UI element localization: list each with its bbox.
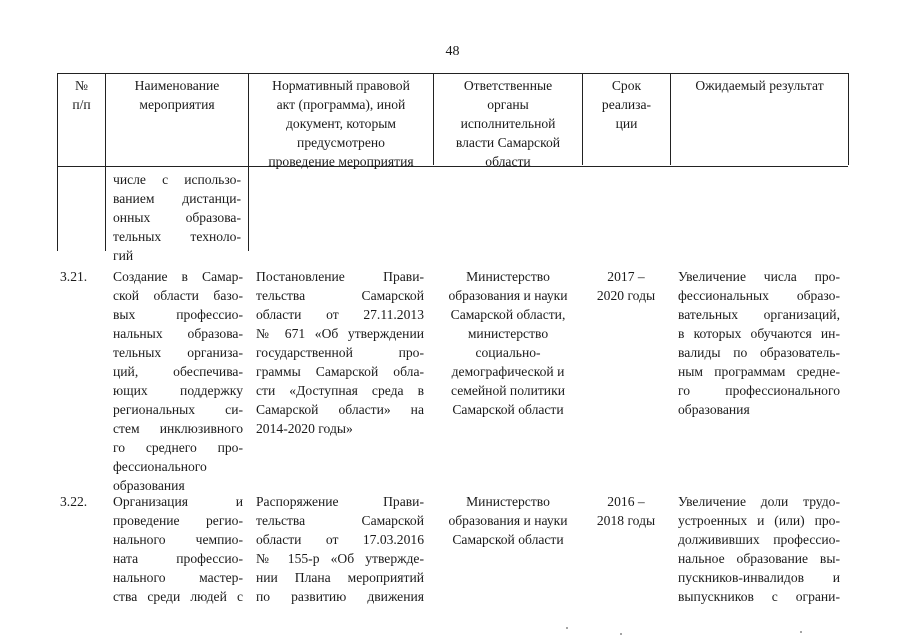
cell-line: вых профессио-: [113, 307, 243, 322]
row-name: [113, 492, 243, 606]
row-result: [678, 492, 840, 606]
row-document: [256, 267, 424, 438]
header-name-line: Наименование: [134, 78, 220, 93]
scan-speck: [800, 631, 802, 633]
cell-line: Создание в Самар-: [113, 269, 243, 284]
row-organization: [436, 267, 580, 419]
cell-line: онных образова-: [113, 210, 241, 225]
cell-line: Увеличение числа про-: [678, 269, 840, 284]
header-doc-line: документ, которым: [286, 116, 396, 131]
cell-line: демографической и: [451, 364, 565, 379]
cell-line: Самарской области: [452, 532, 564, 547]
cell-line: гий: [113, 248, 134, 263]
header-doc-line: акт (программа), иной: [276, 97, 406, 112]
cell-line: области от 17.03.2016: [256, 532, 424, 547]
cell-line: ства среди людей с: [113, 589, 243, 604]
cell-line: ций, обеспечива-: [113, 364, 243, 379]
cell-line: нальных образова-: [113, 326, 243, 341]
cell-line: образования и науки: [448, 288, 568, 303]
header-org-line: органы: [487, 97, 529, 112]
cell-line: региональных си-: [113, 402, 243, 417]
cell-line: № 155-р «Об утвержде-: [256, 551, 424, 566]
header-org-line: исполнительной: [460, 116, 556, 131]
cell-line: Самарской области,: [450, 307, 566, 322]
cell-line: Организация и: [113, 494, 243, 509]
cell-line: Министерство: [466, 494, 550, 509]
header-term-line: ции: [615, 116, 638, 131]
row-number: 3.22.: [60, 494, 88, 509]
cell-line: тельства Самарской: [256, 288, 424, 303]
cell-line: 2020 годы: [596, 288, 656, 303]
header-org-line: области: [485, 154, 531, 169]
header-term-line: Срок: [611, 78, 642, 93]
cell-line: граммы Самарской обла-: [256, 364, 424, 379]
cell-line: образования: [113, 478, 185, 493]
header-name: [106, 76, 248, 114]
header-result-line: Ожидаемый результат: [695, 78, 824, 93]
cell-line: стем инклюзивного: [113, 421, 243, 436]
cell-line: вательных организаций,: [678, 307, 840, 322]
row-document: [256, 492, 424, 606]
cell-line: ната профессио-: [113, 551, 243, 566]
row-number: 3.21.: [60, 269, 88, 284]
cell-line: области от 27.11.2013: [256, 307, 424, 322]
cell-line: ванием дистанци-: [113, 191, 241, 206]
cell-line: Министерство: [466, 269, 550, 284]
cell-line: образования: [678, 402, 750, 417]
cell-line: 2018 годы: [596, 513, 656, 528]
cell-line: числе с использо-: [113, 172, 241, 187]
header-term: [583, 76, 670, 133]
cell-line: семейной политики: [451, 383, 565, 398]
cell-line: в которых обучаются ин-: [678, 326, 840, 341]
header-doc-line: предусмотрено: [297, 135, 385, 150]
cell-line: фессионального: [113, 459, 207, 474]
cell-line: Увеличение доли трудо-: [678, 494, 840, 509]
header-num-line: п/п: [72, 97, 91, 112]
continuation-name: [113, 170, 241, 265]
cell-line: проведение регио-: [113, 513, 243, 528]
cell-line: 2014-2020 годы»: [256, 421, 353, 436]
cell-line: социально-: [475, 345, 541, 360]
cell-line: Самарской области: [452, 402, 564, 417]
header-result: [671, 76, 848, 95]
cell-line: го профессионального: [678, 383, 840, 398]
cell-line: валиды по образователь-: [678, 345, 840, 360]
cell-line: ющих поддержку: [113, 383, 243, 398]
row-name: [113, 267, 243, 495]
cell-line: нального мастер-: [113, 570, 243, 585]
row-organization: [436, 492, 580, 549]
cell-line: фессиональных образо-: [678, 288, 840, 303]
cell-line: министерство: [467, 326, 549, 341]
scan-speck: [620, 633, 622, 635]
cell-line: образования и науки: [448, 513, 568, 528]
cell-line: должививших профессио-: [678, 532, 840, 547]
header-num-line: №: [75, 78, 88, 93]
header-doc-line: проведение мероприятия: [268, 154, 414, 169]
header-doc-line: Нормативный правовой: [272, 78, 410, 93]
header-name-line: мероприятия: [139, 97, 215, 112]
table-border-right: [848, 73, 849, 165]
cell-line: го среднего про-: [113, 440, 243, 455]
cell-line: Самарской области» на: [256, 402, 424, 417]
cell-line: тельных организа-: [113, 345, 243, 360]
cell-line: ской области базо-: [113, 288, 243, 303]
header-org-line: власти Самарской: [455, 135, 561, 150]
cell-line: пускников-инвалидов и: [678, 570, 840, 585]
cell-line: тельства Самарской: [256, 513, 424, 528]
header-term-line: реализа-: [601, 97, 652, 112]
header-doc: [249, 76, 433, 171]
cell-line: нальное образование вы-: [678, 551, 840, 566]
header-org: [434, 76, 582, 171]
cell-line: выпускников с ограни-: [678, 589, 840, 604]
row-term: [586, 492, 666, 530]
cell-line: № 671 «Об утверждении: [256, 326, 424, 341]
cell-line: по развитию движения: [256, 589, 424, 604]
cell-line: 2017 –: [607, 269, 645, 284]
cell-line: ным программам средне-: [678, 364, 840, 379]
cell-line: нии Плана мероприятий: [256, 570, 424, 585]
cell-line: устроенных и (или) про-: [678, 513, 840, 528]
cell-line: нального чемпио-: [113, 532, 243, 547]
cell-line: государственной про-: [256, 345, 424, 360]
cell-line: Постановление Прави-: [256, 269, 424, 284]
row-result: [678, 267, 840, 419]
header-num: [58, 76, 105, 114]
page-number: 48: [445, 44, 460, 59]
row-term: [586, 267, 666, 305]
scan-speck: [566, 627, 568, 629]
header-org-line: Ответственные: [463, 78, 553, 93]
cell-line: 2016 –: [607, 494, 645, 509]
cell-line: тельных техноло-: [113, 229, 241, 244]
cell-line: Распоряжение Прави-: [256, 494, 424, 509]
cell-line: сти «Доступная среда в: [256, 383, 424, 398]
